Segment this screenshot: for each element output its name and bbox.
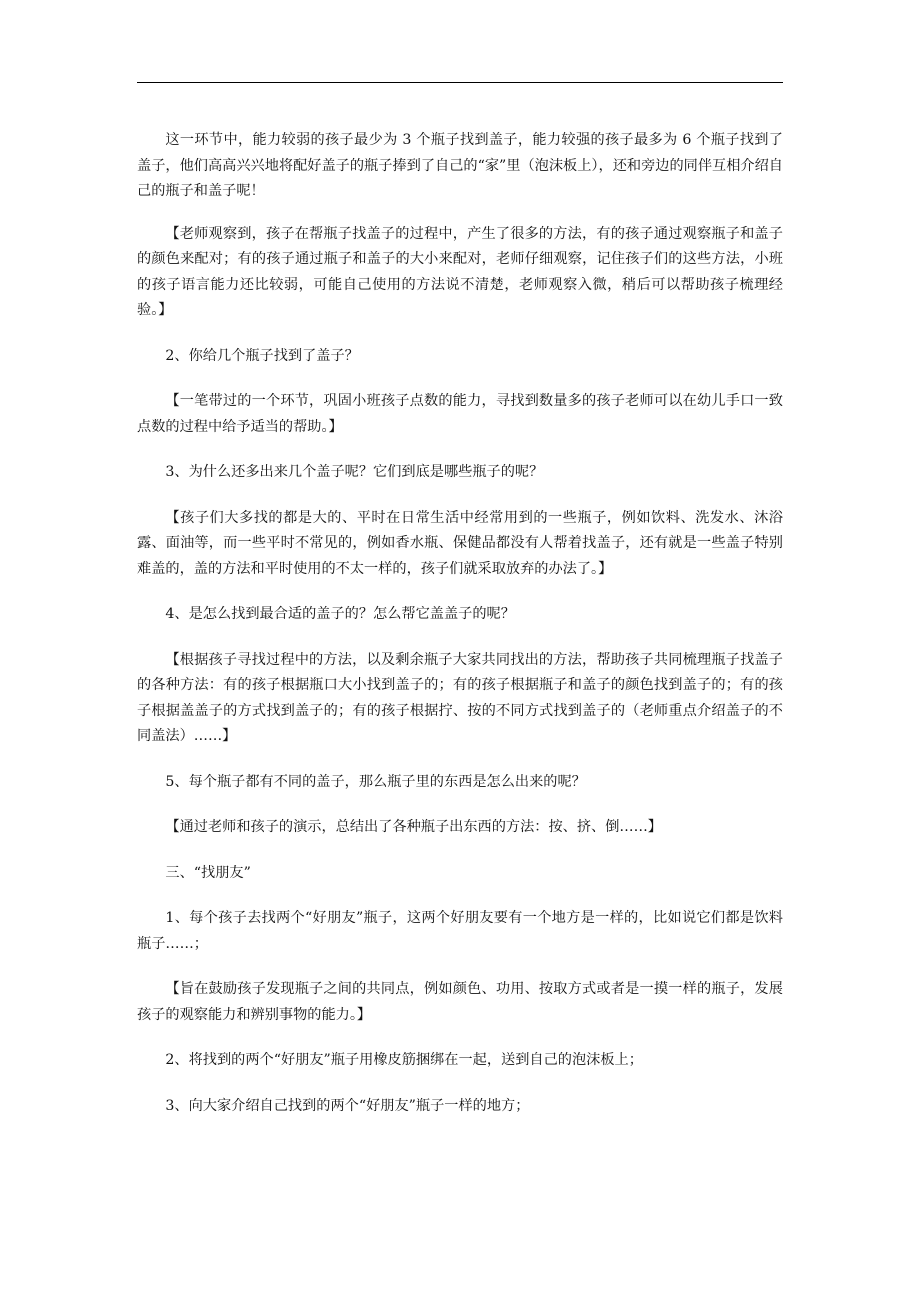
question-5: 5、每个瓶子都有不同的盖子，那么瓶子里的东西是怎么出来的呢？ — [165, 773, 586, 790]
step-1: 1、每个孩子去找两个“好朋友”瓶子，这两个好朋友要有一个地方是一样的，比如说它们都是饮料瓶子……； — [137, 910, 783, 952]
question-3: 3、为什么还多出来几个盖子呢？它们到底是哪些瓶子的呢？ — [165, 464, 544, 480]
header-rule — [137, 82, 783, 83]
section-heading-3: 三、“找朋友” — [165, 864, 251, 881]
note-common-points: 【旨在鼓励孩子发现瓶子之间的共同点，例如颜色、功用、按取方式或者是一摸一样的瓶子，发展孩子的观察能力和辨别事物的能力。】 — [137, 981, 783, 1023]
note-demonstration: 【通过老师和孩子的演示，总结出了各种瓶子出东西的方法：按、挤、倒……】 — [165, 819, 662, 835]
note-counting: 【一笔带过的一个环节，巩固小班孩子点数的能力，寻找到数量多的孩子老师可以在幼儿手口一致点数的过程中给予适当的帮助。】 — [137, 393, 783, 435]
note-bottles: 【孩子们大多找的都是大的、平时在日常生活中经常用到的一些瓶子，例如饮料、洗发水、沐浴露、面油等，而一些平时不常见的，例如香水瓶、保健品都没有人帮着找盖子，还有就是一些盖子特别难盖的，盖的方法和平时使用的不太一样的，孩子们就采取放弃的办法了。】 — [137, 509, 783, 577]
step-3: 3、向大家介绍自己找到的两个“好朋友”瓶子一样的地方； — [165, 1097, 530, 1114]
note-observation: 【老师观察到，孩子在帮瓶子找盖子的过程中，产生了很多的方法，有的孩子通过观察瓶子和盖子的颜色来配对；有的孩子通过瓶子和盖子的大小来配对，老师仔细观察，记住孩子们的这些方法，小班的孩子语言能力还比较弱，可能自己使用的方法说不清楚，老师观察入微，稍后可以帮助孩子梳理经验。】 — [137, 225, 783, 318]
document-body — [137, 128, 783, 1119]
step-2: 2、将找到的两个“好朋友”瓶子用橡皮筋捆绑在一起，送到自己的泡沫板上； — [165, 1052, 643, 1068]
note-methods: 【根据孩子寻找过程中的方法，以及剩余瓶子大家共同找出的方法，帮助孩子共同梳理瓶子找盖子的各种方法：有的孩子根据瓶口大小找到盖子的；有的孩子根据瓶子和盖子的颜色找到盖子的；有的孩子根据盖盖子的方式找到盖子的；有的孩子根据拧、按的不同方式找到盖子的（老师重点介绍盖子的不同盖法）……】 — [137, 651, 783, 744]
question-2: 2、你给几个瓶子找到了盖子？ — [165, 347, 359, 364]
question-4: 4、是怎么找到最合适的盖子的？怎么帮它盖盖子的呢？ — [165, 606, 515, 622]
paragraph-intro: 这一环节中，能力较弱的孩子最少为 3 个瓶子找到盖子，能力较强的孩子最多为 6 个瓶子找到了盖子，他们高高兴兴地将配好盖子的瓶子捧到了自己的“家”里（泡沫板上），还和旁边的同伴互相介绍自己的瓶子和盖子呢！ — [137, 132, 783, 199]
